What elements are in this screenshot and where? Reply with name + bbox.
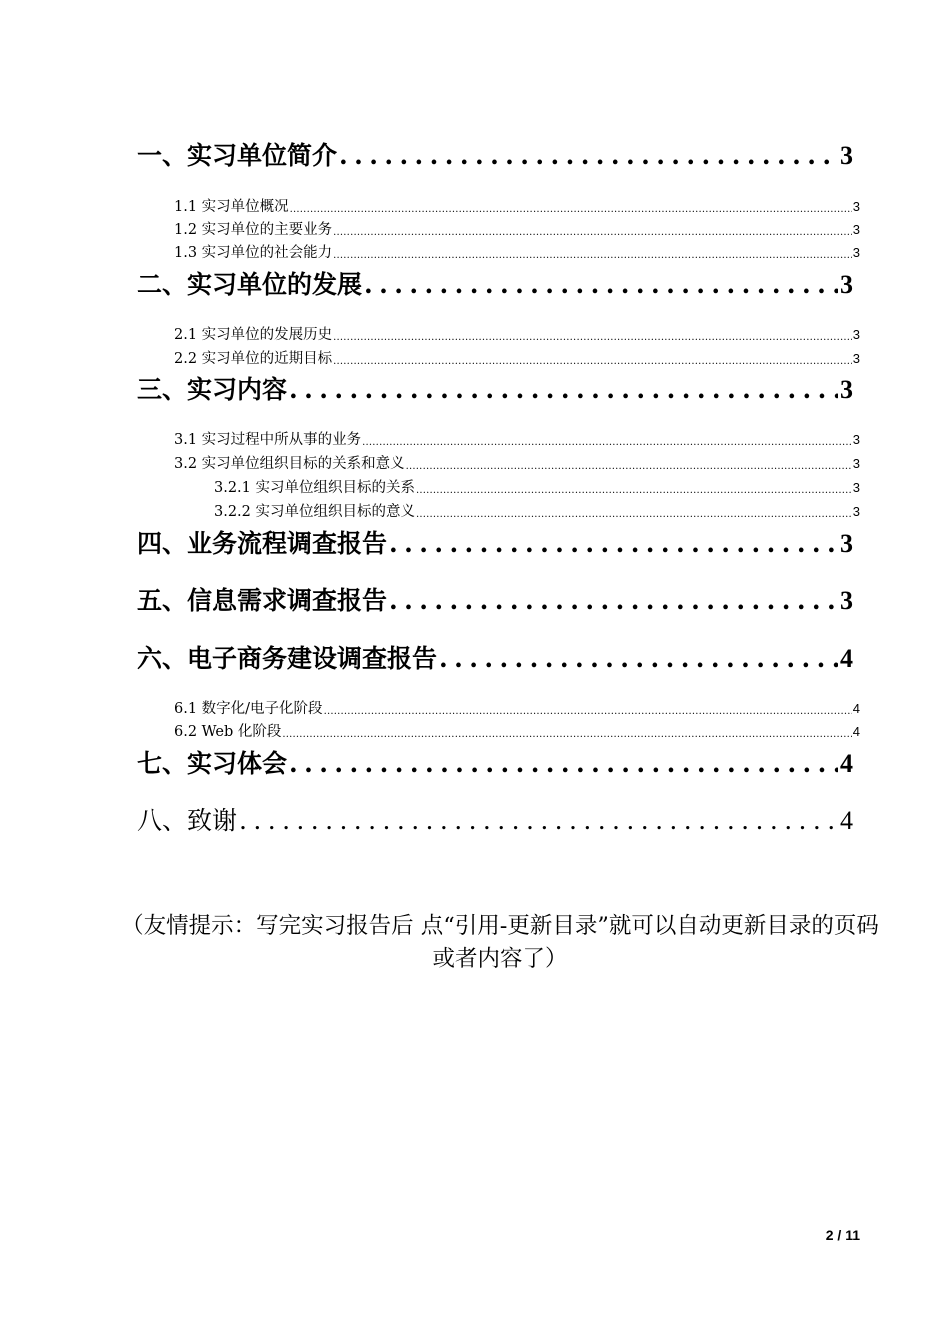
toc-entry-s8[interactable]: [137, 803, 853, 839]
toc-entry-page: 3: [852, 222, 860, 237]
toc-entry-number: 一、: [137, 141, 188, 170]
toc-entry-page: 3: [840, 586, 853, 615]
toc-leader-dots: [289, 746, 838, 782]
toc-entry-page: 4: [852, 701, 860, 716]
toc-leader-dots: [389, 583, 838, 619]
toc-entry-page: 4: [840, 806, 853, 835]
toc-entry-page: 3: [852, 504, 860, 519]
toc-leader-dots: [416, 483, 852, 499]
toc-entry-title: 1.2 实习单位的主要业务: [174, 222, 333, 238]
toc-entry-title: 电子商务建设调查报告: [187, 644, 438, 673]
toc-entry-page: 3: [852, 327, 860, 342]
toc-entry-s2[interactable]: [137, 267, 853, 303]
toc-entry-page: 3: [852, 432, 860, 447]
toc-entry-page: 3: [852, 351, 860, 366]
toc-entry-title: 3.2.2 实习单位组织目标的意义: [214, 504, 416, 520]
toc-entry-s3-2-1[interactable]: [214, 477, 860, 499]
toc-leader-dots: [406, 459, 852, 475]
toc-entry-title: 实习单位的发展: [187, 270, 363, 299]
toc-leader-dots: [282, 727, 851, 743]
toc-entry-s6[interactable]: [137, 641, 853, 677]
toc-entry-title: 6.2 Web 化阶段: [174, 724, 282, 740]
toc-entry-page: 3: [840, 270, 853, 299]
toc-entry-s6-1[interactable]: [174, 698, 860, 720]
toc-entry-page: 3: [852, 199, 860, 214]
toc-leader-dots: [289, 372, 838, 408]
toc-entry-title: 实习单位简介: [187, 141, 338, 170]
toc-entry-number: 三、: [137, 375, 188, 404]
toc-entry-s4[interactable]: [137, 526, 853, 562]
toc-entry-s2-1[interactable]: [174, 324, 860, 346]
toc-entry-s6-2[interactable]: [174, 721, 860, 743]
toc-entry-number: 六、: [137, 644, 188, 673]
toc-leader-dots: [333, 354, 852, 370]
toc-entry-s1-2[interactable]: [174, 219, 860, 241]
toc-leader-dots: [362, 435, 852, 451]
toc-entry-number: 七、: [137, 749, 188, 778]
toc-leader-dots: [333, 225, 852, 241]
toc-entry-page: 3: [840, 529, 853, 558]
toc-entry-title: 1.3 实习单位的社会能力: [174, 245, 333, 261]
update-toc-tip: （友情提示：写完实习报告后 点“引用-更新目录”就可以自动更新目录的页码或者内容了）: [121, 913, 879, 972]
toc-leader-dots: [333, 248, 852, 264]
toc-entry-s2-2[interactable]: [174, 348, 860, 370]
toc-entry-page: 3: [840, 141, 853, 170]
toc-leader-dots: [364, 267, 838, 303]
toc-entry-title: 3.1 实习过程中所从事的业务: [174, 432, 362, 448]
toc-leader-dots: [389, 526, 838, 562]
toc-leader-dots: [339, 138, 838, 174]
toc-entry-title: 致谢: [187, 806, 238, 835]
toc-entry-number: 八、: [137, 806, 188, 835]
toc-entry-page: 4: [840, 644, 853, 673]
toc-leader-dots: [333, 330, 852, 346]
toc-leader-dots: [290, 202, 852, 218]
toc-entry-s1-1[interactable]: [174, 196, 860, 218]
toc-entry-title: 实习体会: [187, 749, 288, 778]
toc-entry-title: 2.2 实习单位的近期目标: [174, 351, 333, 367]
toc-leader-dots: [416, 507, 852, 523]
toc-entry-title: 业务流程调查报告: [187, 529, 388, 558]
toc-entry-title: 3.2.1 实习单位组织目标的关系: [214, 480, 416, 496]
toc-entry-title: 3.2 实习单位组织目标的关系和意义: [174, 456, 405, 472]
toc-entry-s3[interactable]: [137, 372, 853, 408]
toc-entry-page: 3: [840, 375, 853, 404]
toc-entry-number: 二、: [137, 270, 188, 299]
toc-entry-page: 4: [840, 749, 853, 778]
toc-entry-title: 1.1 实习单位概况: [174, 199, 289, 215]
toc-entry-s1-3[interactable]: [174, 242, 860, 264]
toc-entry-page: 4: [852, 724, 860, 739]
toc-entry-title: 信息需求调查报告: [187, 586, 388, 615]
toc-entry-s3-2[interactable]: [174, 453, 860, 475]
toc-entry-page: 3: [852, 456, 860, 471]
toc-entry-page: 3: [852, 480, 860, 495]
toc-entry-number: 四、: [137, 529, 188, 558]
toc-entry-s1[interactable]: [137, 138, 853, 174]
page-indicator: 2 / 11: [825, 1227, 860, 1243]
toc-entry-number: 五、: [137, 586, 188, 615]
toc-leader-dots: [439, 641, 838, 677]
toc-entry-s3-1[interactable]: [174, 429, 860, 451]
toc-entry-page: 3: [852, 245, 860, 260]
toc-leader-dots: [239, 803, 838, 839]
toc-entry-title: 2.1 实习单位的发展历史: [174, 327, 333, 343]
toc-leader-dots: [324, 704, 852, 720]
toc-entry-s3-2-2[interactable]: [214, 501, 860, 523]
toc-entry-s5[interactable]: [137, 583, 853, 619]
toc-entry-title: 6.1 数字化/电子化阶段: [174, 701, 323, 717]
toc-entry-title: 实习内容: [187, 375, 288, 404]
toc-entry-s7[interactable]: [137, 746, 853, 782]
